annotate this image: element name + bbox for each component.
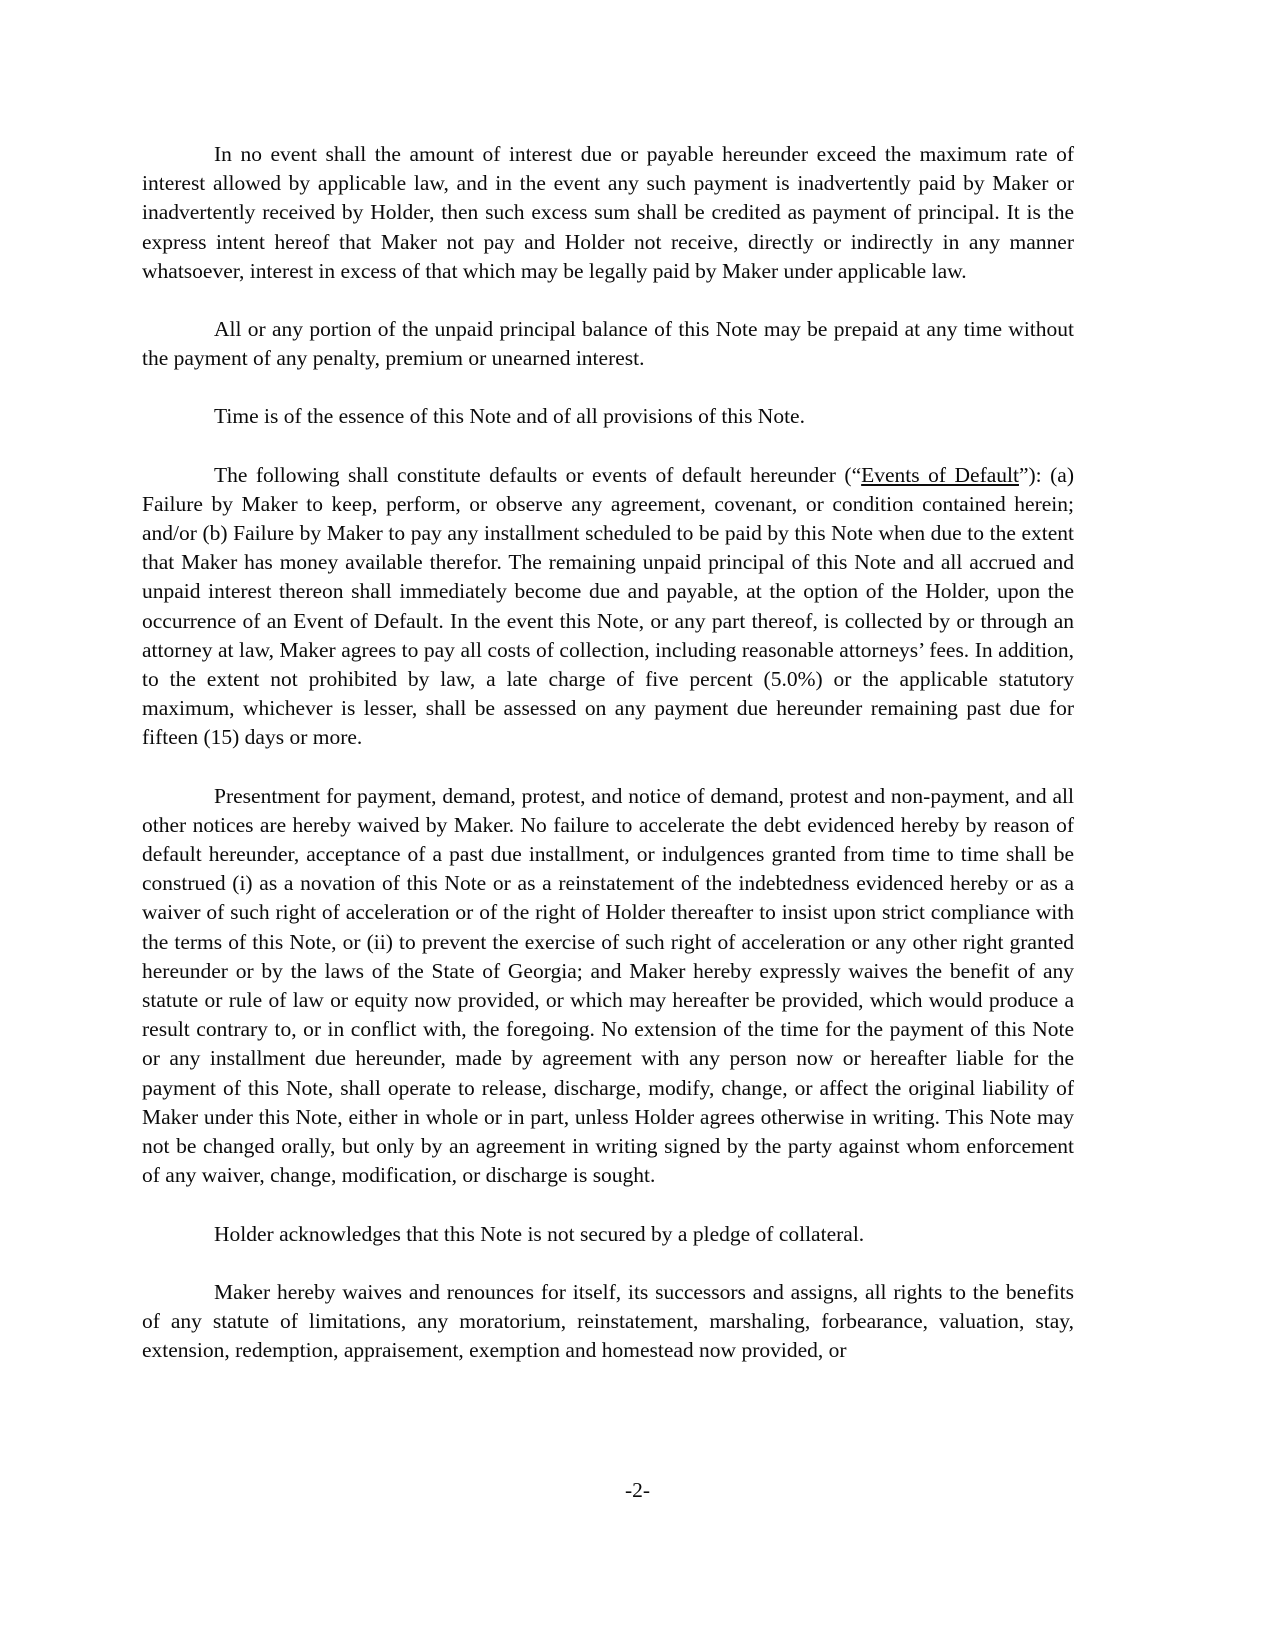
paragraph-events-of-default [142,461,1074,753]
paragraph-usury-savings: In no event shall the amount of interest due or payable hereunder exceed the maximum rate of interest allowed by applicable law, and in the event any such payment is inadvertently paid by Maker or inadvertently received by Holder, then such excess sum shall be credited as payment of principal. It is the express intent hereof that Maker not pay and Holder not receive, directly or indirectly in any manner whatsoever, interest in excess of that which may be legally paid by Maker under applicable law. [142,142,1074,283]
events-of-default-defined-term: Events of Default [861,462,1019,487]
eod-lead-text: The following shall constitute defaults or events of default hereunder (“ [214,462,862,487]
page-number: -2- [624,1478,651,1502]
document-body [142,140,1074,1365]
eod-body-text: ”): (a) Failure by Maker to keep, perform, or observe any agreement, covenant, or condition contained herein; and/or (b) Failure by Maker to pay any installment scheduled to be paid by this Note when due to the extent that Maker has money available therefor. The remaining unpaid principal of this Note and all accrued and unpaid interest thereon shall immediately become due and payable, at the option of the Holder, upon the occurrence of an Event of Default. In the event this Note, or any part thereof, is collected by or through an attorney at law, Maker agrees to pay all costs of collection, including reasonable attorneys’ fees. In addition, to the extent not prohibited by law, a late charge of five percent (5.0%) or the applicable statutory maximum, whichever is lesser, shall be assessed on any payment due hereunder remaining past due for fifteen (15) days or more. [142,462,1074,750]
paragraph-presentment-waiver: Presentment for payment, demand, protest, and notice of demand, protest and non-payment, and all other notices are hereby waived by Maker. No failure to accelerate the debt evidenced hereby by reason of default hereunder, acceptance of a past due installment, or indulgences granted from time to time shall be construed (i) as a novation of this Note or as a reinstatement of the indebtedness evidenced hereby or as a waiver of such right of acceleration or of the right of Holder thereafter to insist upon strict compliance with the terms of this Note, or (ii) to prevent the exercise of such right of acceleration or any other right granted hereunder or by the laws of the State of Georgia; and Maker hereby expressly waives the benefit of any statute or rule of law or equity now provided, or which may hereafter be provided, which would produce a result contrary to, or in conflict with, the foregoing. No extension of the time for the payment of this Note or any installment due hereunder, made by agreement with any person now or hereafter liable for the payment of this Note, shall operate to release, discharge, modify, change, or affect the original liability of Maker under this Note, either in whole or in part, unless Holder agrees otherwise in writing. This Note may not be changed orally, but only by an agreement in writing signed by the party against whom enforcement of any waiver, change, modification, or discharge is sought. [142,783,1074,1188]
paragraph-time-of-essence: Time is of the essence of this Note and of all provisions of this Note. [214,404,805,429]
paragraph-no-collateral: Holder acknowledges that this Note is not secured by a pledge of collateral. [214,1221,865,1246]
paragraph-waiver-of-statutes: Maker hereby waives and renounces for itself, its successors and assigns, all rights to the benefits of any statute of limitations, any moratorium, reinstatement, marshaling, forbearance, valuation, stay, extension, redemption, appraisement, exemption and homestead now provided, or [142,1279,1074,1363]
paragraph-prepayment: All or any portion of the unpaid principal balance of this Note may be prepaid at any time without the payment of any penalty, premium or unearned interest. [142,317,1074,371]
